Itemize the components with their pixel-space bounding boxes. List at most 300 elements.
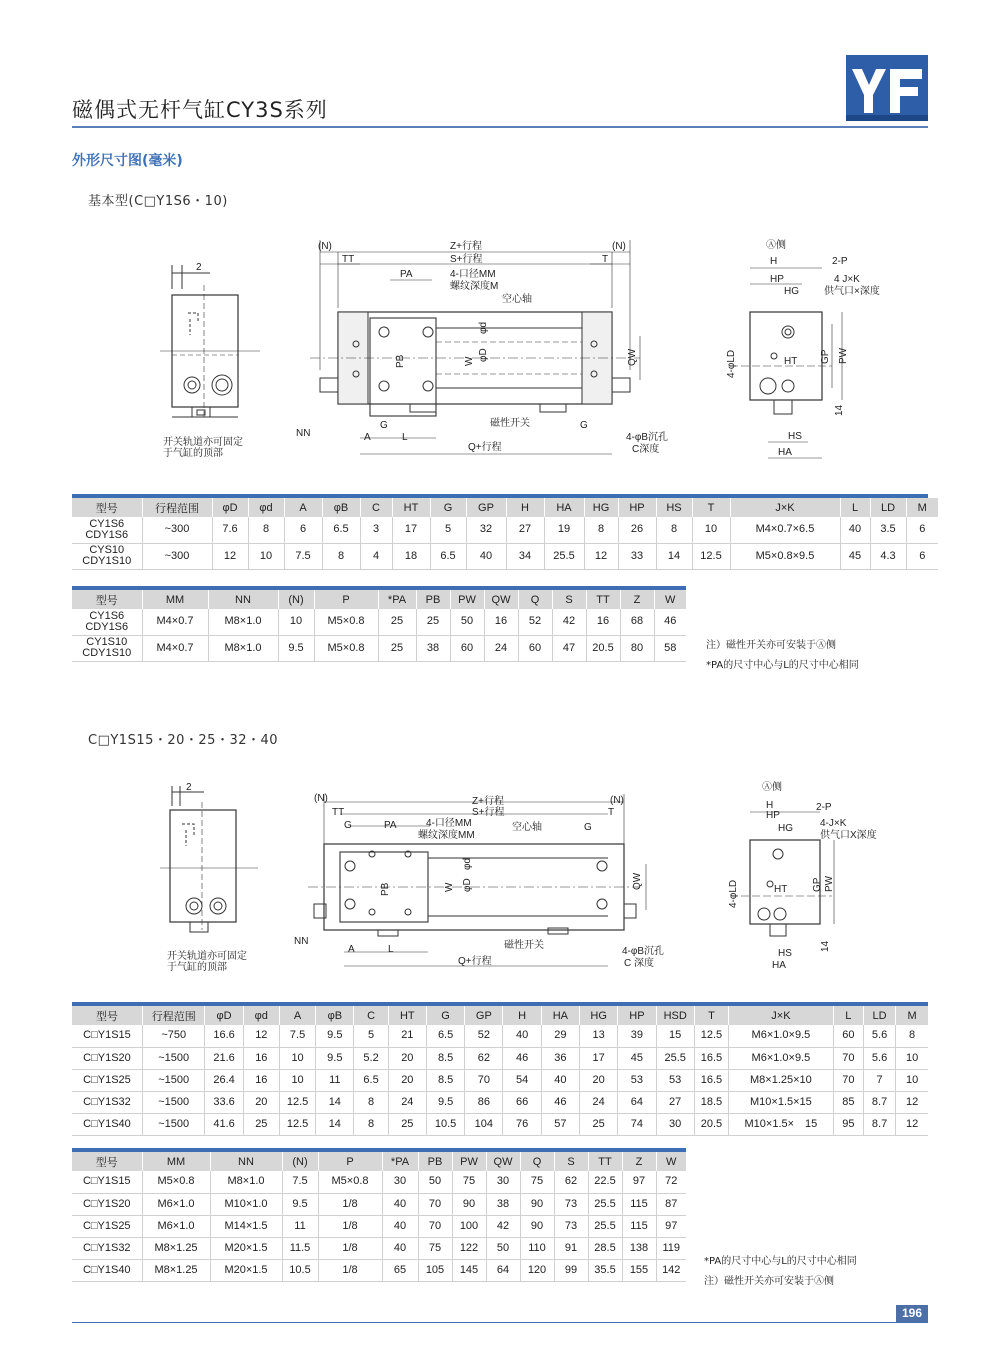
table-header-cell: HT bbox=[392, 498, 430, 517]
table-cell: 16.6 bbox=[205, 1025, 243, 1047]
table-cell: 64 bbox=[618, 1091, 656, 1113]
table-cell: 10 bbox=[248, 543, 284, 569]
p2-w: W bbox=[444, 882, 455, 892]
table-cell: 8.7 bbox=[863, 1113, 895, 1135]
table-cell: 16.5 bbox=[694, 1047, 728, 1069]
p1-pa: PA bbox=[400, 269, 413, 280]
p2-dim2: 2 bbox=[186, 782, 192, 793]
table-header-cell: TT bbox=[588, 1152, 622, 1171]
part1-end-view bbox=[150, 255, 270, 465]
table-cell: 97 bbox=[656, 1215, 686, 1237]
table-cell: 25 bbox=[388, 1113, 426, 1135]
table-cell: 1/8 bbox=[318, 1215, 382, 1237]
table-cell: 40 bbox=[840, 517, 870, 543]
table-cell: 110 bbox=[520, 1237, 554, 1259]
p2-rail-note: 开关轨道亦可固定 于气缸的顶部 bbox=[167, 951, 247, 973]
table-row bbox=[72, 609, 686, 635]
table-cell: 80 bbox=[620, 635, 654, 661]
table-cell: 53 bbox=[618, 1069, 656, 1091]
table-cell: ~1500 bbox=[142, 1113, 204, 1135]
p1-spec-table-2 bbox=[72, 590, 686, 662]
table-header-cell: HG bbox=[584, 498, 618, 517]
p2-z-stroke: Z+行程 bbox=[472, 796, 504, 807]
table-header-cell: (N) bbox=[282, 1152, 318, 1171]
table-cell: ~1500 bbox=[142, 1069, 204, 1091]
table-cell: 87 bbox=[656, 1193, 686, 1215]
table-header-cell: LD bbox=[870, 498, 906, 517]
table-cell: M8×1.0 bbox=[208, 635, 278, 661]
p2-port: 供气口X深度 bbox=[820, 830, 877, 841]
table-cell: 20 bbox=[580, 1069, 618, 1091]
table-row bbox=[72, 1047, 928, 1069]
table-cell: 8 bbox=[248, 517, 284, 543]
table-cell: 70 bbox=[833, 1047, 863, 1069]
table-cell: 24 bbox=[388, 1091, 426, 1113]
table-header-cell: Q bbox=[518, 590, 552, 609]
table-cell: 5 bbox=[354, 1025, 388, 1047]
p2-mm-depth: 螺纹深度MM bbox=[418, 830, 475, 841]
p1-z-stroke: Z+行程 bbox=[450, 241, 482, 252]
p2-h: H bbox=[766, 800, 774, 811]
table-cell: 42 bbox=[552, 609, 586, 635]
p1-qw: QW bbox=[627, 348, 638, 366]
table-cell: 45 bbox=[840, 543, 870, 569]
table-cell: M4×0.7 bbox=[142, 609, 208, 635]
table-header-cell: G bbox=[430, 498, 466, 517]
table-header-cell: C bbox=[360, 498, 392, 517]
p2-n-left: (N) bbox=[314, 793, 328, 804]
p2-a-side: Ⓐ侧 bbox=[762, 782, 782, 793]
table-cell: 8 bbox=[354, 1113, 388, 1135]
p1-hollow-shaft: 空心轴 bbox=[502, 294, 532, 305]
table-cell: 115 bbox=[622, 1193, 656, 1215]
table-cell: M4×0.7×6.5 bbox=[730, 517, 840, 543]
p1-h: H bbox=[770, 256, 778, 267]
table-header-cell: *PA bbox=[378, 590, 416, 609]
table-cell: 41.6 bbox=[205, 1113, 243, 1135]
table-header-cell: (N) bbox=[278, 590, 314, 609]
p1-nn: NN bbox=[296, 428, 311, 439]
table-cell: 10 bbox=[896, 1069, 928, 1091]
table-header-cell: NN bbox=[208, 590, 278, 609]
table-cell: 18 bbox=[392, 543, 430, 569]
table-cell: M5×0.8 bbox=[318, 1171, 382, 1193]
p1-tt: TT bbox=[342, 254, 355, 265]
p1-q-stroke: Q+行程 bbox=[468, 442, 502, 453]
table-cell: M10×1.0 bbox=[210, 1193, 282, 1215]
table-cell: CY1S10 CDY1S10 bbox=[72, 635, 142, 661]
table-cell: 10 bbox=[278, 609, 314, 635]
p2-mag-switch: 磁性开关 bbox=[504, 940, 544, 951]
table-cell: 155 bbox=[622, 1259, 656, 1281]
table-row bbox=[72, 1237, 686, 1259]
table-cell: CYS10 CDY1S10 bbox=[72, 543, 142, 569]
table-cell: 25 bbox=[243, 1113, 279, 1135]
table-header-cell: PB bbox=[418, 1152, 452, 1171]
p1-note-2: *PA的尺寸中心与L的尺寸中心相同 bbox=[706, 660, 859, 671]
table-cell: 16 bbox=[586, 609, 620, 635]
table-cell: 26.4 bbox=[205, 1069, 243, 1091]
table-cell: 138 bbox=[622, 1237, 656, 1259]
p2-n14: 14 bbox=[820, 940, 831, 952]
table-cell: 10.5 bbox=[426, 1113, 464, 1135]
p1-gp: GP bbox=[820, 349, 831, 364]
p2-phi-d-small: φd bbox=[462, 857, 473, 870]
table-cell: CY1S6 CDY1S6 bbox=[72, 609, 142, 635]
table-cell: 10.5 bbox=[282, 1259, 318, 1281]
table-cell: 75 bbox=[520, 1171, 554, 1193]
table-cell: 6.5 bbox=[354, 1069, 388, 1091]
table-header-cell: PB bbox=[416, 590, 450, 609]
table-cell: 17 bbox=[392, 517, 430, 543]
p2-pw: PW bbox=[824, 875, 835, 892]
p2-hs: HS bbox=[778, 948, 792, 959]
table-header-cell: φD bbox=[205, 1006, 243, 1025]
p1-port: 供气口×深度 bbox=[824, 286, 880, 297]
table-cell: 12.5 bbox=[279, 1113, 315, 1135]
table-cell: 8 bbox=[322, 543, 360, 569]
p1-phi-d-small: φd bbox=[478, 321, 489, 334]
table-cell: 75 bbox=[418, 1237, 452, 1259]
p1-phi-d-big: φD bbox=[478, 348, 489, 362]
table-cell: 33.6 bbox=[205, 1091, 243, 1113]
section-title: 外形尺寸图(毫米) bbox=[72, 153, 183, 169]
table-cell: 40 bbox=[382, 1237, 418, 1259]
p1-jk: 4 J×K bbox=[834, 274, 860, 285]
table-cell: 30 bbox=[382, 1171, 418, 1193]
part2-side-view bbox=[722, 780, 902, 970]
table-cell: 8 bbox=[584, 517, 618, 543]
table-cell: 20.5 bbox=[694, 1113, 728, 1135]
p2-qw: QW bbox=[632, 872, 643, 890]
table-header-cell: φB bbox=[322, 498, 360, 517]
table-row bbox=[72, 1193, 686, 1215]
table-cell: 9.5 bbox=[316, 1047, 354, 1069]
table-cell: C□Y1S32 bbox=[72, 1091, 142, 1113]
p1-n-left: (N) bbox=[318, 241, 332, 252]
table-cell: 70 bbox=[833, 1069, 863, 1091]
table-cell: 38 bbox=[486, 1193, 520, 1215]
p1-n-right: (N) bbox=[612, 241, 626, 252]
table-header-cell: HP bbox=[618, 498, 656, 517]
table-cell: 6 bbox=[906, 543, 938, 569]
table-cell: M20×1.5 bbox=[210, 1237, 282, 1259]
p1-a: A bbox=[364, 432, 371, 443]
table-header-cell: HT bbox=[388, 1006, 426, 1025]
table-cell: ~300 bbox=[142, 517, 212, 543]
table-cell: 76 bbox=[503, 1113, 541, 1135]
brand-logo bbox=[846, 55, 928, 121]
p1-note-1: 注）磁性开关亦可安装于Ⓐ侧 bbox=[706, 640, 836, 651]
p2-a: A bbox=[348, 944, 355, 955]
table-cell: 16.5 bbox=[694, 1069, 728, 1091]
table-cell: 53 bbox=[656, 1069, 694, 1091]
table-header-cell: C bbox=[354, 1006, 388, 1025]
table-cell: 22.5 bbox=[588, 1171, 622, 1193]
table-cell: 73 bbox=[554, 1215, 588, 1237]
table-cell: M5×0.8 bbox=[314, 609, 378, 635]
table-cell: M8×1.25×10 bbox=[729, 1069, 834, 1091]
p2-phi-b: 4-φB沉孔 bbox=[622, 946, 665, 957]
table-cell: C□Y1S32 bbox=[72, 1237, 142, 1259]
p1-ha: HA bbox=[778, 447, 792, 458]
table-header-cell: W bbox=[654, 590, 686, 609]
p1-mm-depth: 螺纹深度M bbox=[450, 281, 499, 292]
table-cell: C□Y1S40 bbox=[72, 1113, 142, 1135]
table-cell: 34 bbox=[506, 543, 544, 569]
table-cell: 38 bbox=[416, 635, 450, 661]
table-cell: 46 bbox=[541, 1091, 579, 1113]
p1-rail-note: 开关轨道亦可固定 于气缸的顶部 bbox=[163, 437, 243, 459]
table-cell: 50 bbox=[418, 1171, 452, 1193]
table-cell: 40 bbox=[466, 543, 506, 569]
table-cell: 122 bbox=[452, 1237, 486, 1259]
table-cell: 25 bbox=[580, 1113, 618, 1135]
table-cell: 12.5 bbox=[694, 1025, 728, 1047]
table-cell: 12.5 bbox=[692, 543, 730, 569]
table-cell: 25.5 bbox=[588, 1215, 622, 1237]
table-cell: 12 bbox=[243, 1025, 279, 1047]
p1-pb: PB bbox=[395, 354, 406, 368]
table-row bbox=[72, 1069, 928, 1091]
table-header-cell: Z bbox=[620, 590, 654, 609]
table-cell: 8.7 bbox=[863, 1091, 895, 1113]
table-cell: 104 bbox=[465, 1113, 503, 1135]
table-cell: M5×0.8 bbox=[314, 635, 378, 661]
table-cell: M8×1.0 bbox=[210, 1171, 282, 1193]
table-row bbox=[72, 1113, 928, 1135]
header-rule bbox=[72, 126, 928, 128]
table-header-cell: HG bbox=[580, 1006, 618, 1025]
p1-hg: HG bbox=[784, 286, 799, 297]
p2-hg: HG bbox=[778, 823, 793, 834]
table-cell: 11.5 bbox=[282, 1237, 318, 1259]
table-cell: 16 bbox=[243, 1047, 279, 1069]
p2-pa: PA bbox=[384, 820, 397, 831]
table-header-cell: J×K bbox=[730, 498, 840, 517]
p2-pb: PB bbox=[380, 882, 391, 896]
table-cell: 21 bbox=[388, 1025, 426, 1047]
table-cell: 6 bbox=[906, 517, 938, 543]
table-header-cell: HA bbox=[544, 498, 584, 517]
table-cell: 65 bbox=[382, 1259, 418, 1281]
table-row bbox=[72, 543, 938, 569]
table-cell: 7.5 bbox=[282, 1171, 318, 1193]
table-cell: 36 bbox=[541, 1047, 579, 1069]
table-row bbox=[72, 517, 938, 543]
table-cell: 8.5 bbox=[426, 1047, 464, 1069]
table-cell: 74 bbox=[618, 1113, 656, 1135]
p2-q-stroke: Q+行程 bbox=[458, 956, 492, 967]
table-header-cell: HS bbox=[656, 498, 692, 517]
p1-t: T bbox=[602, 254, 609, 265]
table-cell: 7.5 bbox=[279, 1025, 315, 1047]
table-cell: 5.6 bbox=[863, 1047, 895, 1069]
table-header-cell: G bbox=[426, 1006, 464, 1025]
table-cell: 5 bbox=[430, 517, 466, 543]
p2-s-stroke: S+行程 bbox=[472, 807, 505, 818]
table-cell: 9.5 bbox=[278, 635, 314, 661]
table-cell: 15 bbox=[656, 1025, 694, 1047]
table-cell: 14 bbox=[316, 1113, 354, 1135]
part1-side-view bbox=[722, 236, 902, 461]
table-cell: 39 bbox=[618, 1025, 656, 1047]
table-header-cell: T bbox=[692, 498, 730, 517]
table-cell: ~750 bbox=[142, 1025, 204, 1047]
table-cell: 3.5 bbox=[870, 517, 906, 543]
table-cell: 72 bbox=[656, 1171, 686, 1193]
footer-rule bbox=[72, 1322, 928, 1323]
p2-spec-table-1 bbox=[72, 1006, 928, 1136]
table-cell: 90 bbox=[520, 1193, 554, 1215]
table-header-cell: 型号 bbox=[72, 1152, 142, 1171]
table-cell: C□Y1S25 bbox=[72, 1069, 142, 1091]
table-cell: 8.5 bbox=[426, 1069, 464, 1091]
table-cell: 18.5 bbox=[694, 1091, 728, 1113]
p2-t: T bbox=[608, 807, 615, 818]
table-cell: 12 bbox=[896, 1091, 928, 1113]
p2-gp: GP bbox=[812, 877, 823, 892]
table-header-cell: M bbox=[896, 1006, 928, 1025]
table-cell: 46 bbox=[654, 609, 686, 635]
table-cell: 25.5 bbox=[544, 543, 584, 569]
table-cell: C□Y1S25 bbox=[72, 1215, 142, 1237]
table-cell: 11 bbox=[282, 1215, 318, 1237]
table-cell: 20 bbox=[388, 1047, 426, 1069]
table-cell: C□Y1S20 bbox=[72, 1047, 142, 1069]
table-cell: 17 bbox=[580, 1047, 618, 1069]
table-cell: C□Y1S15 bbox=[72, 1171, 142, 1193]
p2-ld: 4-φLD bbox=[728, 879, 739, 908]
table-header-cell: QW bbox=[484, 590, 518, 609]
p1-g-right: G bbox=[580, 420, 588, 431]
table-cell: 62 bbox=[554, 1171, 588, 1193]
table-cell: M10×1.5×15 bbox=[729, 1091, 834, 1113]
table-cell: 11 bbox=[316, 1069, 354, 1091]
table-row bbox=[72, 1171, 686, 1193]
part2-end-view bbox=[150, 780, 270, 950]
table-row bbox=[72, 1091, 928, 1113]
table-header-cell: GP bbox=[466, 498, 506, 517]
p2-hollow-shaft: 空心轴 bbox=[512, 822, 542, 833]
table-cell: 20.5 bbox=[586, 635, 620, 661]
p2-2p: 2-P bbox=[816, 802, 832, 813]
table-cell: 12 bbox=[584, 543, 618, 569]
table-cell: 27 bbox=[656, 1091, 694, 1113]
table-cell: 19 bbox=[544, 517, 584, 543]
table-cell: 40 bbox=[382, 1215, 418, 1237]
table-header-cell: φB bbox=[316, 1006, 354, 1025]
table-cell: 142 bbox=[656, 1259, 686, 1281]
p2-note-1: *PA的尺寸中心与L的尺寸中心相同 bbox=[704, 1256, 857, 1267]
table-cell: M6×1.0×9.5 bbox=[729, 1025, 834, 1047]
table-cell: 24 bbox=[580, 1091, 618, 1113]
table-cell: 5.6 bbox=[863, 1025, 895, 1047]
table-cell: 30 bbox=[486, 1171, 520, 1193]
table-cell: 75 bbox=[452, 1171, 486, 1193]
table-header-cell: φd bbox=[243, 1006, 279, 1025]
part1-front-view bbox=[290, 238, 669, 460]
table-cell: 12 bbox=[896, 1113, 928, 1135]
table-row bbox=[72, 1259, 686, 1281]
table-cell: 97 bbox=[622, 1171, 656, 1193]
table-cell: ~1500 bbox=[142, 1047, 204, 1069]
table-cell: 14 bbox=[656, 543, 692, 569]
table-cell: 120 bbox=[520, 1259, 554, 1281]
table-cell: 58 bbox=[654, 635, 686, 661]
p2-jk: 4-J×K bbox=[820, 818, 847, 829]
table-header-cell: Z bbox=[622, 1152, 656, 1171]
table-cell: 60 bbox=[450, 635, 484, 661]
table-cell: 68 bbox=[620, 609, 654, 635]
table-header-cell: S bbox=[554, 1152, 588, 1171]
table-cell: 45 bbox=[618, 1047, 656, 1069]
table-header-cell: HP bbox=[618, 1006, 656, 1025]
table-cell: 60 bbox=[518, 635, 552, 661]
table-header-cell: H bbox=[503, 1006, 541, 1025]
table-cell: 90 bbox=[520, 1215, 554, 1237]
table-header-cell: L bbox=[840, 498, 870, 517]
table-cell: 9.5 bbox=[316, 1025, 354, 1047]
table-cell: 70 bbox=[418, 1193, 452, 1215]
table-cell: 20 bbox=[243, 1091, 279, 1113]
table-cell: 25 bbox=[378, 635, 416, 661]
table-header-cell: φd bbox=[248, 498, 284, 517]
table-row bbox=[72, 1025, 928, 1047]
p2-tt: TT bbox=[332, 807, 345, 818]
table-cell: M8×1.25 bbox=[142, 1259, 210, 1281]
table-cell: 85 bbox=[833, 1091, 863, 1113]
table-cell: 24 bbox=[484, 635, 518, 661]
table-cell: 50 bbox=[450, 609, 484, 635]
table-header-cell: J×K bbox=[729, 1006, 834, 1025]
table-header-cell: T bbox=[694, 1006, 728, 1025]
table-header-cell: QW bbox=[486, 1152, 520, 1171]
table-cell: 6.5 bbox=[426, 1025, 464, 1047]
table-cell: 5.2 bbox=[354, 1047, 388, 1069]
table-cell: CY1S6 CDY1S6 bbox=[72, 517, 142, 543]
p1-hs: HS bbox=[788, 431, 802, 442]
table-cell: 1/8 bbox=[318, 1259, 382, 1281]
table-cell: 95 bbox=[833, 1113, 863, 1135]
p1-l: L bbox=[402, 432, 408, 443]
table-cell: 66 bbox=[503, 1091, 541, 1113]
table-cell: M5×0.8 bbox=[142, 1171, 210, 1193]
table-header-cell: P bbox=[318, 1152, 382, 1171]
table-cell: 52 bbox=[518, 609, 552, 635]
table-cell: 86 bbox=[465, 1091, 503, 1113]
table-cell: 10 bbox=[279, 1047, 315, 1069]
table-cell: 99 bbox=[554, 1259, 588, 1281]
table-cell: 25.5 bbox=[588, 1193, 622, 1215]
table-cell: 29 bbox=[541, 1025, 579, 1047]
table-header-cell: NN bbox=[210, 1152, 282, 1171]
table-cell: C□Y1S20 bbox=[72, 1193, 142, 1215]
table-cell: 30 bbox=[656, 1113, 694, 1135]
table-cell: 40 bbox=[382, 1193, 418, 1215]
table-cell: 40 bbox=[541, 1069, 579, 1091]
table-cell: M8×1.25 bbox=[142, 1237, 210, 1259]
table-cell: 6.5 bbox=[430, 543, 466, 569]
table-cell: 62 bbox=[465, 1047, 503, 1069]
table-cell: 7 bbox=[863, 1069, 895, 1091]
p1-ld: 4-φLD bbox=[726, 349, 737, 378]
p1-2p: 2-P bbox=[832, 256, 848, 267]
table-cell: 70 bbox=[465, 1069, 503, 1091]
p1-s-stroke: S+行程 bbox=[450, 254, 483, 265]
table-header-cell: 型号 bbox=[72, 498, 142, 517]
p2-c-depth: C 深度 bbox=[624, 958, 654, 969]
